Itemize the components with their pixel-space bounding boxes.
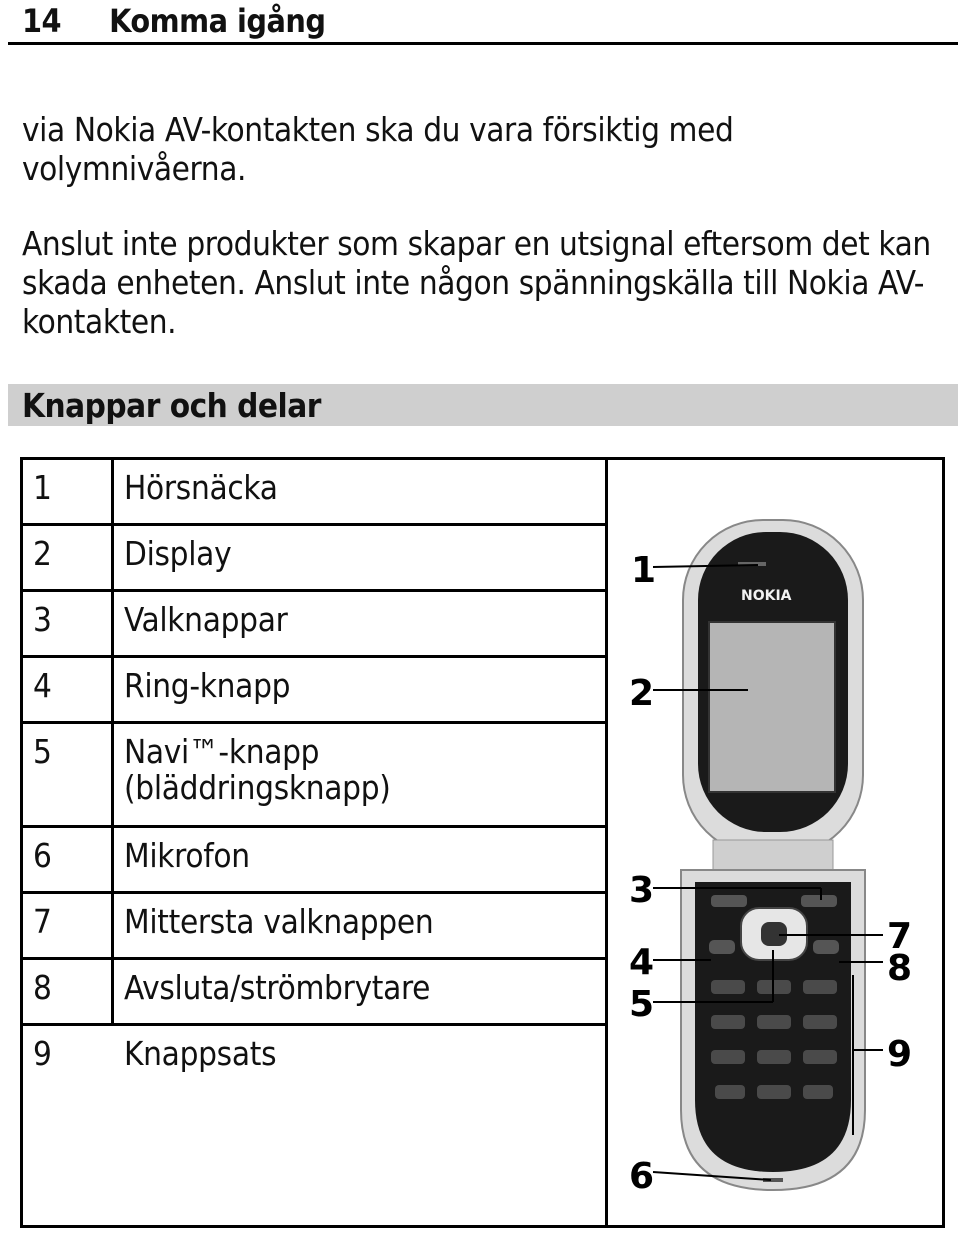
phone-figure [603,510,923,1200]
part-number: 5 [33,732,52,771]
part-label: Ring-knapp [124,666,291,705]
paragraph-volume-warning: via Nokia AV-kontakten ska du vara försiktig med volymnivåerna. [22,110,734,188]
callout-7: 7 [887,916,913,957]
table-row [23,592,607,658]
callout-4: 4 [629,942,655,983]
part-label: Mikrofon [124,836,250,875]
callout-1: 1 [631,550,657,591]
chapter-title: Komma igång [109,2,326,40]
part-number: 8 [33,968,52,1007]
callout-2: 2 [629,673,655,714]
part-number: 7 [33,902,52,941]
table-row [23,1026,607,1092]
brand-logo: NOKIA [741,588,792,604]
parts-list [23,460,607,1092]
part-number: 9 [33,1034,52,1073]
table-row [23,894,607,960]
right-selection-key [801,895,837,907]
table-row [23,960,607,1026]
part-number: 3 [33,600,52,639]
part-label: Display [124,534,232,573]
callout-3: 3 [629,870,655,911]
part-label: Knappsats [124,1034,277,1073]
table-row [23,724,607,828]
part-number: 6 [33,836,52,875]
page-number: 14 [22,2,62,40]
header-rule [8,42,958,45]
part-label: Navi™-knapp (bläddringsknapp) [124,732,391,807]
part-label: Valknappar [124,600,288,639]
table-row [23,460,607,526]
end-key [813,940,839,954]
left-selection-key [711,895,747,907]
paragraph-connection-warning: Anslut inte produkter som skapar en utsignal eftersom det kan skada enheten. Anslut inte någon spänningskälla till Nokia AV-kontakten. [22,224,931,341]
part-label: Hörsnäcka [124,468,278,507]
table-row [23,526,607,592]
call-key [709,940,735,954]
section-heading-bar [8,384,958,426]
page-header [22,0,958,42]
part-number: 1 [33,468,52,507]
callout-8: 8 [887,948,913,989]
part-label: Mittersta valknappen [124,902,434,941]
part-number: 2 [33,534,52,573]
display-screen [709,622,835,792]
table-row [23,828,607,894]
table-row [23,658,607,724]
callout-6: 6 [629,1156,655,1197]
phone-upper-flip [683,520,863,855]
part-number: 4 [33,666,52,705]
callout-5: 5 [629,984,655,1025]
callout-9: 9 [887,1034,913,1075]
part-label: Avsluta/strömbrytare [124,968,431,1007]
section-title: Knappar och delar [22,386,321,425]
